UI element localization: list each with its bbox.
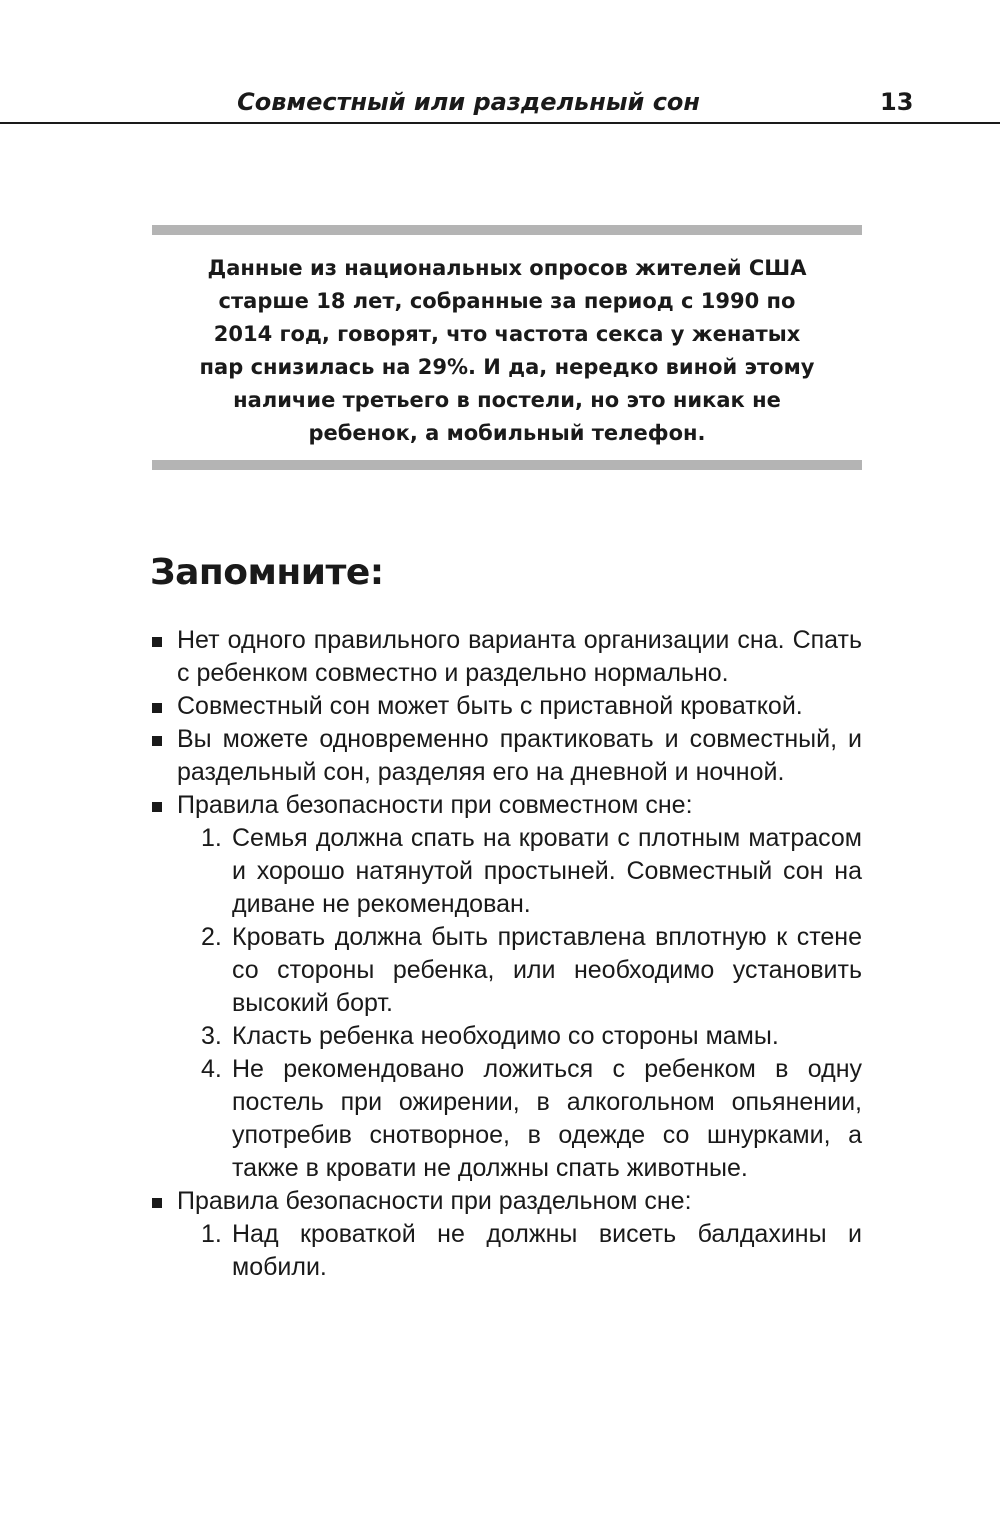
square-bullet-icon <box>152 1198 162 1208</box>
bullet-item-co-sleeping <box>150 789 862 1185</box>
bullet-text: Совместный сон может быть с приставной кроваткой. <box>177 692 803 720</box>
callout-top-bar <box>152 225 862 235</box>
square-bullet-icon <box>152 703 162 713</box>
rule-number: 4. <box>201 1055 222 1083</box>
bullet-text: Вы можете одновременно практиковать и совместный, и раздельный сон, разделяя его на дневной и ночной. <box>177 725 862 786</box>
callout-text: Данные из национальных опросов жителей США старше 18 лет, собранные за период с 1990 по 2014 год, говорят, что частота секса у женатых пар снизилась на 29%. И да, нередко виной этому наличие третьего в постели, но это никак не ребенок, а мобильный телефон. <box>199 256 815 445</box>
page-header <box>0 0 1000 124</box>
remember-list <box>150 624 862 1284</box>
separate-sleeping-rules <box>177 1218 862 1284</box>
page-number: 13 <box>880 88 914 116</box>
rule-text: Над кроваткой не должны висеть балдахины и мобили. <box>232 1220 862 1281</box>
bullet-item <box>150 690 862 723</box>
rule-text: Семья должна спать на кровати с плотным матрасом и хорошо натянутой простыней. Совместный сон на диване не рекомендован. <box>232 824 862 918</box>
bullet-item-separate-sleeping <box>150 1185 862 1284</box>
co-sleeping-rules <box>177 822 862 1185</box>
running-title: Совместный или раздельный сон <box>237 88 700 116</box>
rule-number: 1. <box>201 1220 222 1248</box>
separate-sleeping-title: Правила безопасности при раздельном сне: <box>177 1187 692 1215</box>
bullet-item <box>150 723 862 789</box>
rule-item <box>177 1020 862 1053</box>
rule-item <box>177 822 862 921</box>
callout-bottom-bar <box>152 460 862 470</box>
bullet-item <box>150 624 862 690</box>
square-bullet-icon <box>152 736 162 746</box>
header-rule <box>0 122 1000 124</box>
square-bullet-icon <box>152 637 162 647</box>
rule-text: Не рекомендовано ложиться с ребенком в одну постель при ожирении, в алкогольном опьянении, употребив снотворное, в одежде со шнурками, а также в кровати не должны спать животные. <box>232 1055 862 1182</box>
remember-heading: Запомните: <box>150 552 384 593</box>
rule-number: 1. <box>201 824 222 852</box>
rule-number: 2. <box>201 923 222 951</box>
rule-text: Класть ребенка необходимо со стороны мамы. <box>232 1022 779 1050</box>
square-bullet-icon <box>152 802 162 812</box>
rule-item <box>177 921 862 1020</box>
rule-item <box>177 1053 862 1185</box>
rule-text: Кровать должна быть приставлена вплотную к стене со стороны ребенка, или необходимо установить высокий борт. <box>232 923 862 1017</box>
rule-item <box>177 1218 862 1284</box>
co-sleeping-title: Правила безопасности при совместном сне: <box>177 791 693 819</box>
rule-number: 3. <box>201 1022 222 1050</box>
bullet-text: Нет одного правильного варианта организации сна. Спать с ребенком совместно и раздельно нормально. <box>177 626 862 687</box>
